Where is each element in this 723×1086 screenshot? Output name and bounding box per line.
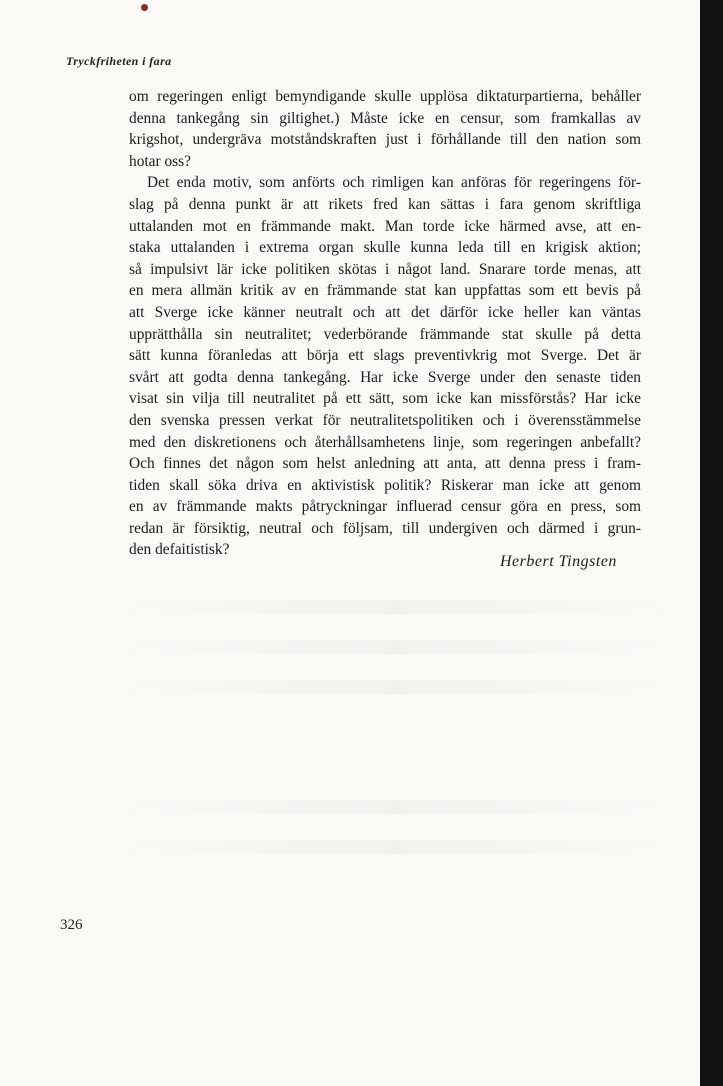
text-line: Och finnes det någon som helst anledning att anta, att denna press i fram- [129,455,641,473]
text-line: en av främmande makts påtryckningar influerad censur göra en press, som [129,498,641,516]
scan-edge [700,0,723,1086]
text-line: den defaitistisk? [129,541,230,559]
text-line: den svenska pressen verkat för neutralitetspolitiken och i överensstämmelse [129,411,641,429]
text-line: så impulsivt lär icke politiken skötas i något land. Snarare torde menas, att [129,260,641,278]
text-line: denna tankegång sin giltighet.) Måste icke en censur, som framkallas av [129,109,641,127]
text-line: visat sin vilja till neutralitet på ett sätt, som icke kan missförstås? Har icke [129,390,641,408]
text-line: slag på denna punkt är att rikets fred kan sättas i fara genom skriftliga [129,195,641,213]
text-line: med den diskretionens och återhållsamhetens linje, som regeringen anbefallt? [129,433,641,451]
text-line: upprätthålla sin neutralitet; vederbörande främmande stat skulle på detta [129,325,641,343]
bleed-through-shadow [110,600,680,614]
bleed-through-shadow [110,680,680,694]
text-line: om regeringen enligt bemyndigande skulle upplösa diktaturpartierna, behåller [129,88,641,105]
page-number: 326 [60,917,83,933]
ink-dot-mark [141,4,148,11]
text-line: uttalanden mot en främmande makt. Man torde icke härmed avse, att en- [129,217,641,235]
text-line: tiden skall söka driva en aktivistisk politik? Riskerar man icke att genom [129,476,641,494]
text-line: Det enda motiv, som anförts och rimligen kan anföras för regeringens för- [147,174,641,192]
text-line: redan är försiktig, neutral och följsam, till undergiven och därmed i grun- [129,519,641,537]
author-signature: Herbert Tingsten [500,553,617,570]
text-line: att Sverge icke känner neutralt och att det därför icke heller kan väntas [129,303,641,321]
bleed-through-shadow [110,840,680,854]
bleed-through-shadow [110,800,680,814]
text-line: svårt att godta denna tankegång. Har icke Sverge under den senaste tiden [129,368,641,386]
bleed-through-shadow [110,640,680,654]
text-line: en mera allmän kritik av en främmande stat kan uppfattas som ett bevis på [129,282,641,300]
body-text [129,86,641,561]
text-line: hotar oss? [129,152,191,170]
text-line: sätt kunna föranledas att börja ett slags preventivkrig mot Sverge. Det är [129,347,641,365]
text-line: staka uttalanden i extrema organ skulle kunna leda till en krigisk aktion; [129,239,641,257]
running-head: Tryckfriheten i fara [66,54,172,68]
text-line: krigshot, undergräva motståndskraften just i förhållande till den nation som [129,131,641,149]
